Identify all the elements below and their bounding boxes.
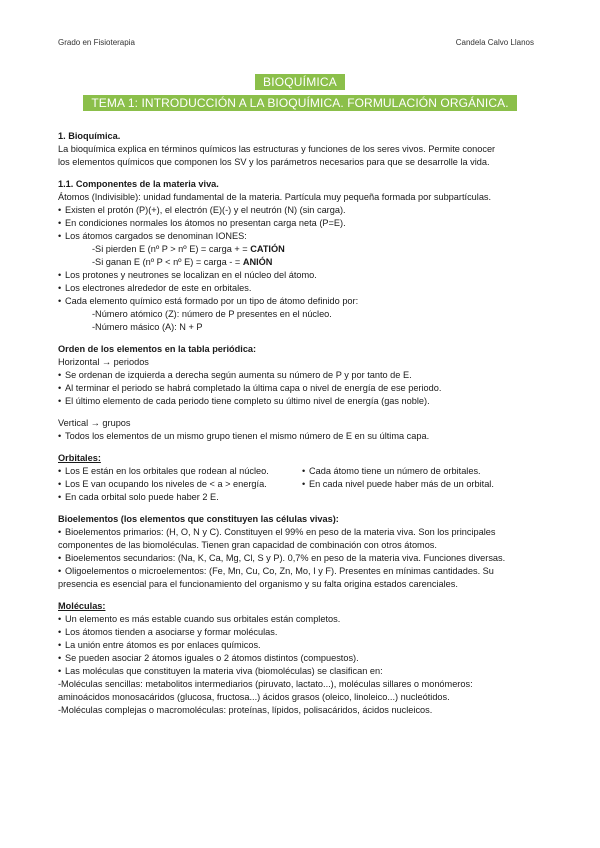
list-item: • Los electrones alrededor de este en orbitales.	[58, 282, 546, 295]
right-column	[302, 465, 546, 504]
list-item: • Los átomos tienden a asociarse y formar moléculas.	[58, 626, 546, 639]
paragraph: Horizontal → periodos	[58, 357, 149, 367]
section-heading: 1.1. Componentes de la materia viva.	[58, 179, 219, 189]
list-item: • Bioelementos primarios: (H, O, N y C). Constituyen el 99% en peso de la materia viva. Son los principales	[58, 526, 546, 539]
section-heading: 1. Bioquímica.	[58, 131, 121, 141]
cation-term: CATIÓN	[250, 244, 285, 254]
list-item: • Un elemento es más estable cuando sus orbitales están completos.	[58, 613, 546, 626]
paragraph: presencia es esencial para el funcionamiento del organismo y su falta origina estados carenciales.	[58, 579, 458, 589]
list-item: • El último elemento de cada periodo tiene completo su último nivel de energía (gas noble).	[58, 395, 546, 408]
paragraph: Átomos (Indivisible): unidad fundamental de la materia. Partícula muy pequeña formada por subpartículas.	[58, 192, 492, 202]
paragraph: -Moléculas complejas o macromoléculas: proteínas, lípidos, polisacáridos, ácidos nucleicos.	[58, 705, 433, 715]
ion-text: -Si ganan E (nº P < nº E) = carga - =	[92, 257, 243, 267]
document-body	[58, 130, 546, 717]
list-item: • Todos los elementos de un mismo grupo tienen el mismo número de E en su última capa.	[58, 430, 546, 443]
header-right: Candela Calvo Llanos	[455, 38, 534, 47]
list-item: • En cada orbital solo puede haber 2 E.	[58, 491, 302, 504]
list-item: • En condiciones normales los átomos no presentan carga neta (P=E).	[58, 217, 546, 230]
section-heading: Orden de los elementos en la tabla periódica:	[58, 344, 257, 354]
title-block	[0, 73, 600, 112]
list-item: • Las moléculas que constituyen la materia viva (biomoléculas) se clasifican en:	[58, 665, 546, 678]
paragraph: componentes de las biomoléculas. Tienen gran capacidad de combinación con otros átomos.	[58, 540, 437, 550]
list-item: • Cada elemento químico está formado por un tipo de átomo definido por:	[58, 295, 546, 308]
list-subitem	[58, 256, 546, 269]
list-item: • Se ordenan de izquierda a derecha según aumenta su número de P y por tanto de E.	[58, 369, 546, 382]
paragraph: Vertical → grupos	[58, 418, 131, 428]
list-item: • Se pueden asociar 2 átomos iguales o 2 átomos distintos (compuestos).	[58, 652, 546, 665]
paragraph: aminoácidos monosacáridos (glucosa, fructosa...) ácidos grasos (oleico, linoleico...) nucleótidos.	[58, 692, 450, 702]
header-left: Grado en Fisioterapia	[58, 38, 135, 47]
section-heading: Bioelementos (los elementos que constituyen las células vivas):	[58, 514, 339, 524]
list-item: • Bioelementos secundarios: (Na, K, Ca, Mg, Cl, S y P). 0,7% en peso de la materia viva. Funciones diversas.	[58, 552, 546, 565]
list-item: • La unión entre átomos es por enlaces químicos.	[58, 639, 546, 652]
paragraph: los elementos químicos que componen los SV y los parámetros necesarios para que se desarrolle la vida.	[58, 157, 490, 167]
list-item: • Cada átomo tiene un número de orbitales.	[302, 465, 546, 478]
page-title: BIOQUÍMICA	[255, 74, 345, 90]
orbitales-columns	[58, 465, 546, 504]
list-item: • Existen el protón (P)(+), el electrón (E)(-) y el neutrón (N) (sin carga).	[58, 204, 546, 217]
list-item: • En cada nivel puede haber más de un orbital.	[302, 478, 546, 491]
section-heading: Moléculas:	[58, 601, 106, 611]
left-column	[58, 465, 302, 504]
list-item: • Los átomos cargados se denominan IONES:	[58, 230, 546, 243]
paragraph: La bioquímica explica en términos químicos las estructuras y funciones de los seres vivos. Permite conocer	[58, 144, 496, 154]
ion-text: -Si pierden E (nº P > nº E) = carga + =	[92, 244, 251, 254]
list-subitem: -Número másico (A): N + P	[92, 322, 203, 332]
list-item: • Oligoelementos o microelementos: (Fe, Mn, Cu, Co, Zn, Mo, I y F). Presentes en mínimas cantidades. Su	[58, 565, 546, 578]
section-heading: Orbitales:	[58, 453, 101, 463]
paragraph: -Moléculas sencillas: metabolitos intermediarios (piruvato, lactato...), moléculas sillares o monómeros:	[58, 679, 473, 689]
list-subitem	[58, 243, 546, 256]
list-item: • Al terminar el periodo se habrá completado la última capa o nivel de energía de ese periodo.	[58, 382, 546, 395]
list-subitem: -Número atómico (Z): número de P presentes en el núcleo.	[92, 309, 332, 319]
list-item: • Los protones y neutrones se localizan en el núcleo del átomo.	[58, 269, 546, 282]
list-item: • Los E van ocupando los niveles de < a > energía.	[58, 478, 302, 491]
list-item: • Los E están en los orbitales que rodean al núcleo.	[58, 465, 302, 478]
anion-term: ANIÓN	[242, 257, 273, 267]
page-subtitle: TEMA 1: INTRODUCCIÓN A LA BIOQUÍMICA. FORMULACIÓN ORGÁNICA.	[83, 95, 516, 111]
